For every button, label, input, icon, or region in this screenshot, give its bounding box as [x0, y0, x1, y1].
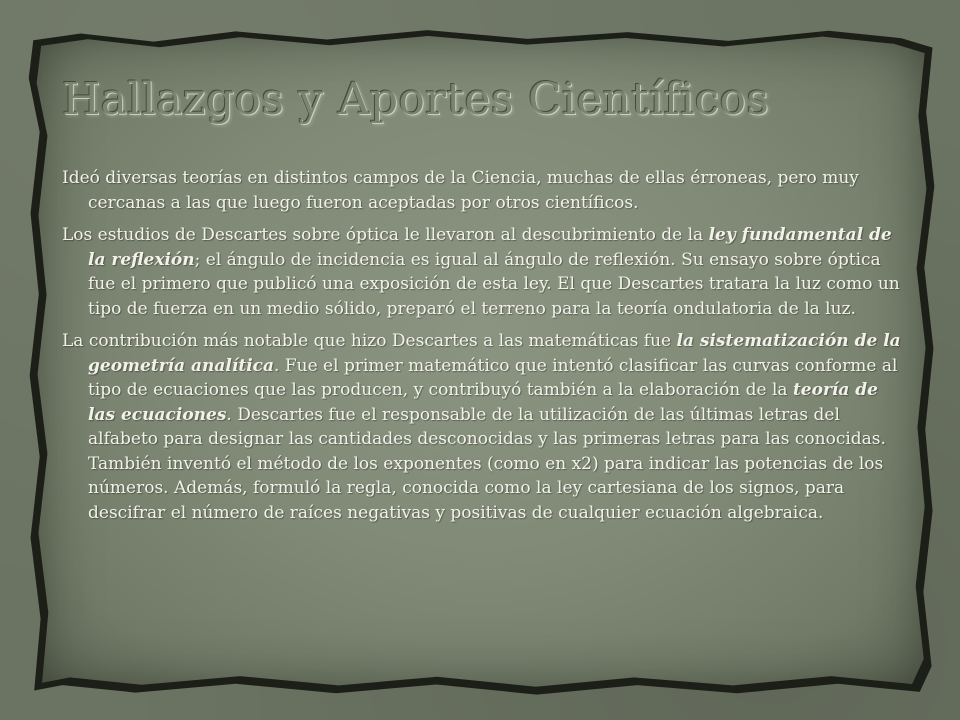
paragraph-3-text-middle: . Fue el primer matemático que intentó clasificar las curvas conforme al tipo de ecuaciones que las producen, y contribuyó también a la elaboración de la: [88, 355, 898, 400]
paragraph-2-text-start: Los estudios de Descartes sobre óptica le llevaron al descubrimiento de la: [62, 225, 709, 245]
paragraph-3-text-start: La contribución más notable que hizo Descartes a las matemáticas fue: [62, 331, 677, 351]
slide-body: [62, 166, 902, 533]
paragraph-3-emphasis-ecuaciones: teoría de las ecuaciones: [88, 380, 878, 425]
paragraph-3-text-end: . Descartes fue el responsable de la utilización de las últimas letras del alfabeto para designar las cantidades desconocidas y las primeras letras para las conocidas. También inventó el método de los exponentes (como en x2) para indicar las potencias de los números. Además, formuló la regla, conocida como la ley cartesiana de los signos, para descifrar el número de raíces negativas y positivas de cualquier ecuación algebraica.: [88, 404, 886, 523]
slide-title: Hallazgos y Aportes Científicos: [62, 74, 770, 125]
paragraph-3: [62, 329, 902, 525]
paragraph-1-text: Ideó diversas teorías en distintos campos de la Ciencia, muchas de ellas érroneas, pero muy cercanas a las que luego fueron aceptadas por otros científicos.: [62, 168, 859, 213]
paragraph-2-emphasis-reflexion: ley fundamental de la reflexión: [88, 225, 892, 270]
paragraph-2: [62, 223, 902, 321]
paragraph-1: [62, 166, 902, 215]
paragraph-2-text-end: ; el ángulo de incidencia es igual al ángulo de reflexión. Su ensayo sobre óptica fue el primero que publicó una exposición de esta ley. El que Descartes tratara la luz como un tipo de fuerza en un medio sólido, preparó el terreno para la teoría ondulatoria de la luz.: [88, 249, 900, 319]
paragraph-3-emphasis-geometria: la sistematización de la geometría analítica: [88, 331, 901, 376]
